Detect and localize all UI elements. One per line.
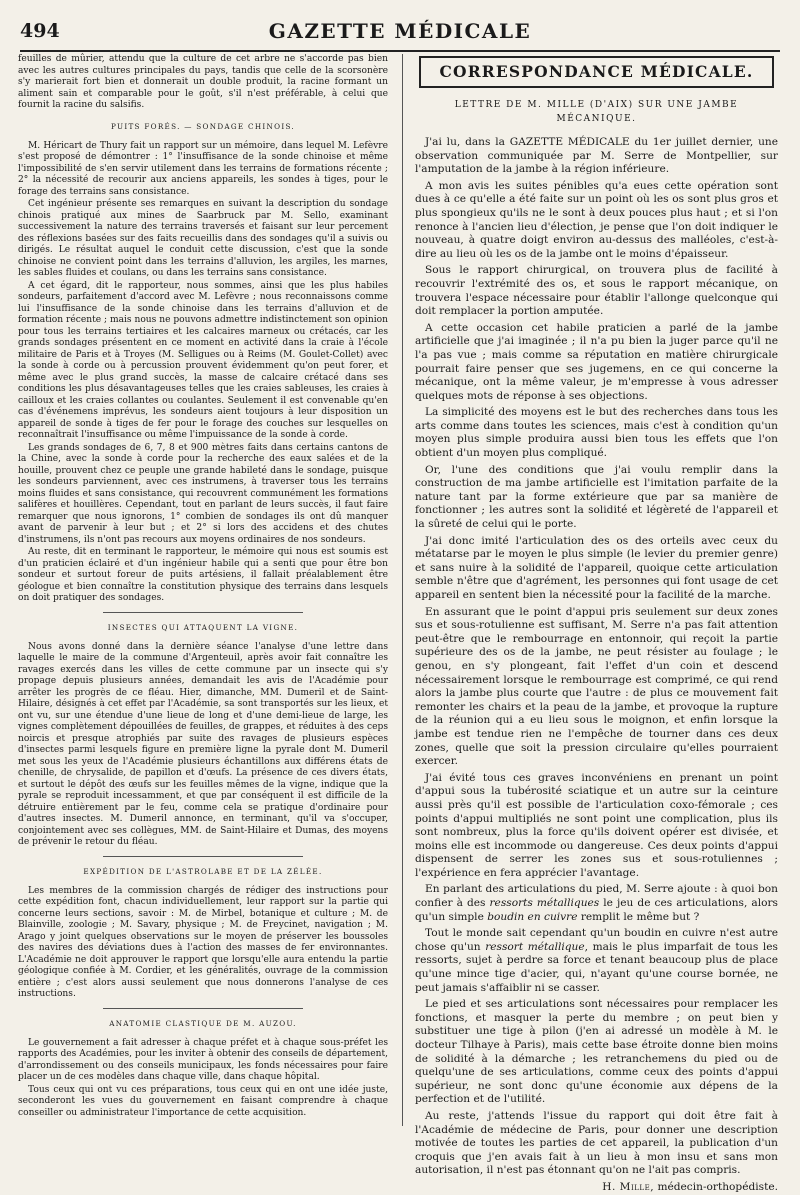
paragraph: J'ai évité tous ces graves inconvéniens en prenant un point d'appui sous la tubérosité sciatique et un autre sur la ceinture aussi près qu'il est possible de l'articulation coxo-fémorale ; ces points d'appui multipliés ne sont point une complication, plus ils sont nombreux, plus la force qu'ils doivent opérer est divisée, et moins elle est incommode ou dangereuse. Ces deux points d'appui dispensent de serrer les zones sus et sous-rotuliennes ; l'expérience en fera apprécier l'avantage. — [415, 771, 778, 879]
paragraph: Tous ceux qui ont vu ces préparations, tous ceux qui en ont une idée juste, seconderont les vues du gouvernement en faisant comprendre à chaque conseiller ou administrateur l'importance de cette acquisition. — [18, 1084, 388, 1118]
paragraph: Au reste, j'attends l'issue du rapport qui doit être fait à l'Académie de médecine de Paris, pour donner une description motivée de toutes les parties de cet appareil, la publication d'un croquis que j'en avais fait à un lieu à mon insu et sans mon autorisation, il n'est pas étonnant qu'on ne l'ait pas compris. — [415, 1109, 778, 1177]
section-separator — [103, 1008, 303, 1009]
paragraph: Or, l'une des conditions que j'ai voulu remplir dans la construction de ma jambe artificielle est l'imitation parfaite de la nature tant par la forme extérieure que par sa manière de fonctionner ; les autres sont la solidité et légèreté de l'appareil et la sûreté de celui qui le porte. — [415, 463, 778, 531]
page-number: 494 — [20, 20, 60, 42]
paragraph: A mon avis les suites pénibles qu'a eues cette opération sont dues à ce qu'elle a été faite sur un point où les os sont plus gros et plus spongieux qu'ils ne le sont à deux pouces plus haut ; et si l'on renonce à l'ancien lieu d'élection, je pense que l'on doit indiquer le nouveau, à quatre doigt environ au-dessus des malléoles, c'est-à-dire au lieu où les os de la jambe ont le moins d'épaisseur. — [415, 179, 778, 260]
right-column — [415, 54, 778, 1193]
paragraph: feuilles de mûrier, attendu que la culture de cet arbre ne s'accorde pas bien avec les autres cultures principales du pays, tandis que celle de la scorsonère s'y marierait fort bien et donnerait un double produit, la racine formant un aliment sain et comparable pour le goût, s'il n'est préférable, à celui que fournit la racine du salsifis. — [18, 54, 388, 110]
paragraph: Cet ingénieur présente ses remarques en suivant la description du sondage chinois pratiqué aux mines de Saarbruck par M. Sello, examinant successivement la nature des terrains traversés et faisant sur leur percement des réflexions basées sur des faits recueillis dans des sondages qu'il a suivis ou dirigés. Le résultat auquel le conduit cette discussion, c'est que la sonde chinoise ne convient point dans les terrains d'alluvion, les argiles, les marnes, les sables fluides et coulans, ou dans les terrains sans consistance. — [18, 199, 388, 278]
paragraph: Le pied et ses articulations sont nécessaires pour remplacer les fonctions, et masquer la perte du membre ; on peut bien y substituer une tige à pilon (j'en ai adressé un modèle à M. le docteur Tilhaye à Paris), mais cette base étroite donne bien moins de solidité à la démarche ; les retranchemens du pied ou de quelqu'une de ses articulations, comme ceux des points d'appui supérieur, ne sont donc qu'une économie aux dépens de la perfection et de l'utilité. — [415, 998, 778, 1106]
section-title-puits-fores: PUITS FORÉS. — SONDAGE CHINOIS. — [110, 121, 296, 131]
paragraph: Nous avons donné dans la dernière séance l'analyse d'une lettre dans laquelle le maire de la commune d'Argenteuil, après avoir fait connaître les ravages exercés dans les villes de cette commune par un insecte qui s'y propage depuis plusieurs années, demandait les avis de l'Académie pour arrêter les progrès de ce fléau. Hier, dimanche, MM. Dumeril et de Saint-Hilaire, désignés à cet effet par l'Académie, sa sont transportés sur les lieux, et ont vu, sur une étendue d'une lieue de long et d'une demi-lieue de large, les vignes complètement dépouillées de feuilles, de grappes, et réduites à des ceps noircis et presque atrophiés par suite des ravages de plusieurs espèces d'insectes parmi lesquels figure en première ligne la pyrale dont M. Dumeril met sous les yeux de l'Académie plusieurs échantillons aux différens états de chenille, de chrysalide, de papillon et d'œufs. La présence de ces divers états, et surtout le dépôt des œufs sur les feuilles mêmes de la vigne, indique que la pyrale se reproduit incessamment, et que par conséquent il est difficile de la détruire entièrement par le feu, comme cela se pratique d'ordinaire pour d'autres insectes. M. Dumeril annonce, en terminant, qu'il va s'occuper, conjointement avec ses collègues, MM. de Saint-Hilaire et Dumas, des moyens de prévenir le retour du fléau. — [18, 641, 388, 847]
paragraph: Sous le rapport chirurgical, on trouvera plus de facilité à recouvrir l'extrémité des os, et sous le rapport mécanique, on trouvera l'espace nécessaire pour établir l'allonge quelconque qui doit remplacer la portion amputée. — [415, 264, 778, 318]
signature-title: médecin-orthopédiste. — [654, 1180, 778, 1193]
paragraph: M. Héricart de Thury fait un rapport sur un mémoire, dans lequel M. Lefèvre s'est proposé de démontrer : 1° l'insuffisance de la sonde chinoise et même l'impossibilité de s'en servir utilement dans les terrains de formations récente ; 2° la nécessité de recourir aux anciens appareils, les sondes à tiges, pour le forage des terrains sans consistance. — [18, 140, 388, 197]
section-separator — [103, 612, 303, 613]
paragraph: Les grands sondages de 6, 7, 8 et 900 mètres faits dans certains cantons de la Chine, avec la sonde à corde pour la recherche des eaux salées et de la houille, prouvent chez ce peuple une grande habileté dans le sondage, puisque les sondeurs parviennent, avec ces instrumens, à traverser tous les terrains moins fluides et sans consistance, qui recouvrent communément les formations salifères et houillères. Cependant, tout en parlant de leurs succès, il faut faire remarquer que nous ignorons, 1° combien de sondages ils ont dû manquer avant de parvenir à leur but ; et 2° si lors des accidens et des chutes d'instrumens, ils n'ont pas recours aux moyens ordinaires de nos sondeurs. — [18, 442, 388, 545]
page-header — [14, 14, 786, 48]
header-rule — [20, 50, 780, 52]
paragraph: Au reste, dit en terminant le rapporteur, le mémoire qui nous est soumis est d'un praticien éclairé et d'un ingénieur habile qui a senti que pour être bon sondeur et surtout foreur de puits artésiens, il fallait préalablement être géologue et bien connaître la constitution physique des terrains dans lesquels on doit pratiquer des sondages. — [18, 547, 388, 603]
column-divider — [402, 54, 403, 1126]
section-title-anatomie: ANATOMIE CLASTIQUE DE M. AUZOU. — [109, 1018, 297, 1028]
text-run: Tout le monde sait cependant qu'un boudin en cuivre n'est autre chose qu'un — [415, 927, 778, 953]
text-run: le jeu de ces articulations, alors qu'un simple — [415, 897, 778, 923]
section-separator — [103, 856, 303, 857]
italic-phrase: boudin en cuivre — [487, 910, 578, 923]
paragraph: A cette occasion cet habile praticien a parlé de la jambe artificielle que j'ai imaginée ; il n'a pu bien la juger parce qu'il ne l'a pas vue ; mais comme sa réputation en matière chirurgicale pourrait faire penser que ses jugemens, en ce qui concerne la mécanique, ont la même valeur, je m'empresse à vous adresser quelques mots de réponse à ses objections. — [415, 321, 778, 402]
left-column — [18, 54, 388, 1129]
paragraph: A cet égard, dit le rapporteur, nous sommes, ainsi que les plus habiles sondeurs, parfaitement d'accord avec M. Lefèvre ; nous reconnaissons comme lui l'insuffisance de la sonde chinoise dans les terrains d'alluvion et de formation récente ; mais nous ne pouvons admettre indistinctement son opinion pour tous les terrains tertiaires et les calcaires marneux ou crétacés, car les grands sondages présentent en ce moment en activité dans la craie à l'école militaire de Paris et à Troyes (M. Selligues ou à Reims (M. Goulet-Collet) avec la sonde à corde ou à percussion prouvent évidemment qu'on peut forer, et même avec le plus grand succès, la masse de calcaire crétacé dans ses conditions les plus désavantageuses telles que les craies sableuses, les craies à cailloux et les craies collantes ou coulantes. Seulement il est convenable qu'en cas d'événemens imprévus, les sondeurs aient toujours à leur disposition un appareil de sonde à tiges de fer pour le forage des couches sur lesquelles on reconnaîtrait l'insuffisance ou même l'impuissance de la sonde à corde. — [18, 280, 389, 440]
section-title-insectes: INSECTES QUI ATTAQUENT LA VIGNE. — [107, 622, 299, 632]
letter-title: LETTRE DE M. MILLE (D'AIX) SUR UNE JAMBE MÉCANIQUE. — [454, 100, 739, 124]
italic-phrase: ressorts métalliques — [489, 897, 600, 910]
signature — [415, 1181, 778, 1195]
journal-title: GAZETTE MÉDICALE — [268, 19, 532, 43]
text-run: remplit le même but ? — [577, 910, 700, 923]
section-title-correspondance: CORRESPONDANCE MÉDICALE. — [439, 62, 754, 81]
correspondance-header-box — [419, 56, 774, 88]
paragraph — [415, 883, 778, 924]
text-run: , mais le plus imparfait de tous les ressorts, sujet à perdre sa force et tenant beaucoup plus de place qu'une mince tige d'acier, qui, n'ayant qu'une course bornée, ne peut jamais s'affaiblir ni se casser. — [415, 940, 778, 994]
text-run: En parlant des articulations du pied, M. Serre ajoute : à quoi bon confier à des — [415, 883, 778, 910]
paragraph — [415, 927, 778, 995]
paragraph: J'ai lu, dans la GAZETTE MÉDICALE du 1er juillet dernier, une observation communiquée par M. Serre de Montpellier, sur l'amputation de la jambe à la région inférieure. — [415, 136, 778, 176]
signature-name: H. Mille, — [602, 1180, 655, 1193]
section-title-expedition: EXPÉDITION DE L'ASTROLABE ET DE LA ZÉLÉE. — [83, 866, 323, 876]
italic-phrase: ressort métallique — [485, 940, 585, 953]
paragraph: Le gouvernement a fait adresser à chaque préfet et à chaque sous-préfet les rapports des Académies, pour les inviter à obtenir des conseils de département, d'arrondissement ou des conseils municipaux, les fonds nécessaires pour faire placer un de ces modèles dans chaque ville, dans chaque hôpital. — [18, 1037, 388, 1082]
paragraph: La simplicité des moyens est le but des recherches dans tous les arts comme dans toutes les sciences, mais c'est à condition qu'un moyen plus simple produira aussi bien tous les effets que l'on obtient d'un moyen plus compliqué. — [415, 406, 778, 460]
paragraph: J'ai donc imité l'articulation des os des orteils avec ceux du métatarse par le moyen le plus simple (le levier du premier genre) et sans nuire à la solidité de l'appareil, quoique cette articulation semble n'être que d'agrément, les personnes qui font usage de cet appareil en sentent bien la nécessité pour la facilité de la marche. — [415, 534, 778, 601]
paragraph: En assurant que le point d'appui pris seulement sur deux zones sus et sous-rotulienne est suffisant, M. Serre n'a pas fait attention peut-être que le rembourrage en entonnoir, qui reçoit la partie supérieure des os de la jambe, ne peut résister au foulage ; le genou, en s'y plongeant, fait l'effet d'un coin et descend nécessairement lorsque le rembourrage est comprimé, ce qui rend alors la jambe plus courte que l'autre : de plus ce mouvement fait remonter les chairs et la peau de la jambe, et provoque la rupture de la réunion qui a eu lieu sous le moignon, et enfin lorsque la jambe est tendue rien ne l'empêche de tourner dans ces deux zones, quelle que soit la pression circulaire qu'elles pourraient exercer. — [415, 605, 778, 768]
paragraph: Les membres de la commission chargés de rédiger des instructions pour cette expédition font, chacun individuellement, leur rapport sur la partie qui concerne leurs sections, savoir : M. de Mirbel, botanique et culture ; M. de Blainville, zoologie ; M. Savary, physique ; M. de Freycinet, navigation ; M. Arago y joint quelques observations sur le moyen de préserver les boussoles des navires des déviations dues à l'action des masses de fer environnantes. L'Académie ne doit approuver le rapport que lorsqu'elle aura entendu la partie géologique confiée à M. Cordier, et les généralités, ouvrage de la commission entière ; c'est alors aussi seulement que nous donnerons l'analyse de ces instructions. — [18, 885, 388, 999]
